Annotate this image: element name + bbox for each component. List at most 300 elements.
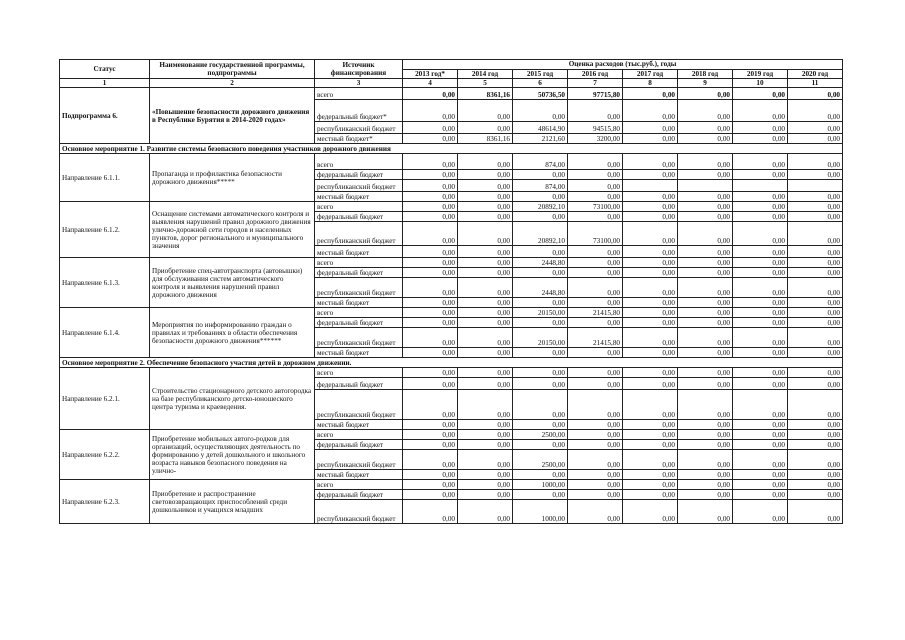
- source-cell: республиканский бюджет: [315, 222, 403, 246]
- value-cell: 0,00: [733, 470, 788, 480]
- value-cell: 48614,90: [513, 122, 568, 134]
- value-cell: 8361,16: [458, 88, 513, 100]
- value-cell: 0,00: [568, 470, 623, 480]
- value-cell: 2121,60: [513, 134, 568, 144]
- value-cell: 0,00: [403, 212, 458, 222]
- value-cell: 0,00: [623, 480, 678, 490]
- value-cell: 0,00: [788, 154, 843, 170]
- section-row: [60, 358, 843, 368]
- value-cell: 0,00: [403, 298, 458, 308]
- program-name-cell: «Повышение безопасности дорожного движения в Республике Бурятия в 2014-2020 годах»: [150, 88, 315, 144]
- value-cell: 0,00: [678, 170, 733, 180]
- value-cell: 0,00: [733, 246, 788, 258]
- value-cell: 0,00: [788, 390, 843, 420]
- value-cell: 0,00: [733, 212, 788, 222]
- value-cell: 0,00: [568, 420, 623, 430]
- value-cell: 0,00: [513, 192, 568, 202]
- value-cell: 0,00: [513, 318, 568, 328]
- direction-row: [60, 202, 843, 212]
- value-cell: 0,00: [623, 490, 678, 500]
- value-cell: 0,00: [568, 368, 623, 378]
- value-cell: 0,00: [733, 192, 788, 202]
- value-cell: 0,00: [458, 268, 513, 278]
- value-cell: 0,00: [678, 278, 733, 298]
- value-cell: 0,00: [678, 450, 733, 470]
- value-cell: 0,00: [788, 192, 843, 202]
- value-cell: 0,00: [458, 170, 513, 180]
- value-cell: 0,00: [733, 480, 788, 490]
- value-cell: [733, 180, 788, 192]
- value-cell: 0,00: [513, 100, 568, 122]
- value-cell: 0,00: [403, 348, 458, 358]
- value-cell: 21415,80: [568, 308, 623, 318]
- value-cell: 0,00: [458, 490, 513, 500]
- value-cell: 0,00: [568, 450, 623, 470]
- value-cell: 0,00: [458, 100, 513, 122]
- value-cell: 0,00: [513, 390, 568, 420]
- source-cell: местный бюджет: [315, 348, 403, 358]
- direction-row: [60, 258, 843, 268]
- value-cell: 0,00: [788, 500, 843, 524]
- value-cell: 0,00: [513, 348, 568, 358]
- value-cell: 0,00: [788, 450, 843, 470]
- budget-table: [59, 59, 843, 524]
- value-cell: 0,00: [678, 192, 733, 202]
- value-cell: 0,00: [568, 180, 623, 192]
- value-cell: 0,00: [458, 122, 513, 134]
- value-cell: 0,00: [733, 298, 788, 308]
- value-cell: 0,00: [458, 222, 513, 246]
- value-cell: 0,00: [678, 430, 733, 440]
- value-cell: 0,00: [568, 268, 623, 278]
- direction-row: [60, 480, 843, 490]
- value-cell: 0,00: [568, 318, 623, 328]
- value-cell: 0,00: [623, 258, 678, 268]
- column-number: 9: [678, 79, 733, 88]
- value-cell: 0,00: [623, 268, 678, 278]
- value-cell: 0,00: [568, 440, 623, 450]
- source-cell: всего: [315, 88, 403, 100]
- status-cell: Направление 6.1.4.: [60, 308, 150, 358]
- value-cell: 0,00: [623, 134, 678, 144]
- value-cell: 0,00: [733, 420, 788, 430]
- value-cell: 0,00: [403, 420, 458, 430]
- value-cell: 0,00: [623, 154, 678, 170]
- value-cell: 0,00: [678, 328, 733, 348]
- value-cell: 2500,00: [513, 450, 568, 470]
- column-number: 5: [458, 79, 513, 88]
- value-cell: 0,00: [458, 420, 513, 430]
- value-cell: 0,00: [623, 308, 678, 318]
- source-cell: федеральный бюджет*: [315, 100, 403, 122]
- value-cell: 0,00: [623, 440, 678, 450]
- value-cell: 0,00: [733, 278, 788, 298]
- value-cell: 0,00: [458, 308, 513, 318]
- value-cell: 0,00: [733, 88, 788, 100]
- value-cell: 0,00: [678, 318, 733, 328]
- value-cell: 0,00: [623, 328, 678, 348]
- status-cell: Направление 6.1.2.: [60, 202, 150, 258]
- value-cell: 0,00: [403, 308, 458, 318]
- value-cell: 0,00: [733, 318, 788, 328]
- value-cell: 0,00: [678, 88, 733, 100]
- value-cell: 0,00: [403, 490, 458, 500]
- program-name-cell: Приобретение спец-автотранспорта (автовышки) для обслуживания систем автоматического контроля и выявления нарушений правил дорожного движения: [150, 258, 315, 308]
- value-cell: [788, 180, 843, 192]
- value-cell: 73100,00: [568, 202, 623, 212]
- source-cell: республиканский бюджет: [315, 278, 403, 298]
- value-cell: 0,00: [403, 88, 458, 100]
- column-number: 3: [315, 79, 403, 88]
- value-cell: 0,00: [678, 268, 733, 278]
- subprogram-row: [60, 88, 843, 100]
- value-cell: 0,00: [733, 500, 788, 524]
- value-cell: 0,00: [678, 222, 733, 246]
- value-cell: [623, 180, 678, 192]
- value-cell: 0,00: [733, 450, 788, 470]
- value-cell: 0,00: [733, 222, 788, 246]
- status-cell: Направление 6.1.1.: [60, 154, 150, 202]
- column-number: 1: [60, 79, 150, 88]
- source-cell: республиканский бюджет: [315, 450, 403, 470]
- value-cell: 0,00: [678, 470, 733, 480]
- status-cell: Направление 6.1.3.: [60, 258, 150, 308]
- value-cell: 0,00: [403, 154, 458, 170]
- value-cell: 0,00: [678, 390, 733, 420]
- value-cell: 0,00: [403, 450, 458, 470]
- value-cell: 0,00: [568, 246, 623, 258]
- value-cell: 0,00: [733, 154, 788, 170]
- value-cell: 0,00: [788, 470, 843, 480]
- column-number: 8: [623, 79, 678, 88]
- value-cell: 0,00: [678, 500, 733, 524]
- value-cell: 0,00: [788, 348, 843, 358]
- value-cell: 0,00: [403, 500, 458, 524]
- value-cell: 0,00: [623, 222, 678, 246]
- value-cell: 0,00: [403, 202, 458, 212]
- value-cell: 0,00: [403, 368, 458, 378]
- value-cell: 97715,80: [568, 88, 623, 100]
- value-cell: 73100,00: [568, 222, 623, 246]
- value-cell: 0,00: [788, 368, 843, 378]
- value-cell: 0,00: [403, 246, 458, 258]
- value-cell: 3200,00: [568, 134, 623, 144]
- value-cell: 0,00: [733, 268, 788, 278]
- value-cell: 0,00: [678, 298, 733, 308]
- program-name-cell: Приобретение мобильных автого-родков для организаций, осуществляющих деятельность по формированию у детей дошкольного и школьного возраста навыков безопасного поведения на улично-: [150, 430, 315, 480]
- value-cell: 0,00: [623, 368, 678, 378]
- program-name-cell: Пропаганда и профилактика безопасности дорожного движения*****: [150, 154, 315, 202]
- value-cell: 0,00: [458, 348, 513, 358]
- source-cell: местный бюджет: [315, 246, 403, 258]
- value-cell: 0,00: [678, 134, 733, 144]
- direction-row: [60, 430, 843, 440]
- value-cell: 0,00: [458, 246, 513, 258]
- value-cell: 0,00: [788, 258, 843, 268]
- table-body: [60, 88, 843, 524]
- value-cell: 0,00: [623, 192, 678, 202]
- column-number: 7: [568, 79, 623, 88]
- value-cell: 0,00: [513, 170, 568, 180]
- value-cell: 0,00: [678, 258, 733, 268]
- source-cell: местный бюджет: [315, 192, 403, 202]
- header-year: 2015 год: [513, 69, 568, 79]
- source-cell: федеральный бюджет: [315, 318, 403, 328]
- value-cell: 874,00: [513, 154, 568, 170]
- value-cell: 0,00: [458, 450, 513, 470]
- header-year: 2014 год: [458, 69, 513, 79]
- value-cell: 0,00: [403, 390, 458, 420]
- value-cell: 0,00: [403, 134, 458, 144]
- value-cell: 0,00: [788, 298, 843, 308]
- value-cell: 0,00: [403, 180, 458, 192]
- value-cell: 0,00: [513, 212, 568, 222]
- column-number: 10: [733, 79, 788, 88]
- value-cell: 0,00: [458, 192, 513, 202]
- value-cell: 0,00: [403, 170, 458, 180]
- value-cell: 0,00: [458, 212, 513, 222]
- direction-row: [60, 154, 843, 170]
- column-number: 2: [150, 79, 315, 88]
- status-cell: Направление 6.2.1.: [60, 368, 150, 430]
- value-cell: 0,00: [403, 328, 458, 348]
- section-title: Основное мероприятие 1. Развитие системы безопасного поведения участников дорожного движения: [60, 144, 843, 154]
- value-cell: 0,00: [788, 328, 843, 348]
- value-cell: 0,00: [568, 430, 623, 440]
- source-cell: местный бюджет: [315, 420, 403, 430]
- value-cell: 0,00: [568, 154, 623, 170]
- value-cell: 0,00: [568, 390, 623, 420]
- value-cell: 0,00: [788, 170, 843, 180]
- value-cell: 0,00: [678, 308, 733, 318]
- source-cell: всего: [315, 258, 403, 268]
- value-cell: 0,00: [623, 212, 678, 222]
- value-cell: 0,00: [678, 246, 733, 258]
- value-cell: 0,00: [403, 480, 458, 490]
- source-cell: республиканский бюджет: [315, 328, 403, 348]
- value-cell: 0,00: [458, 258, 513, 268]
- value-cell: 0,00: [513, 246, 568, 258]
- value-cell: 0,00: [788, 88, 843, 100]
- value-cell: 0,00: [678, 154, 733, 170]
- value-cell: 0,00: [788, 430, 843, 440]
- value-cell: 0,00: [788, 378, 843, 390]
- value-cell: 0,00: [733, 440, 788, 450]
- value-cell: 0,00: [403, 268, 458, 278]
- program-name-cell: Оснащение системами автоматического контроля и выявления нарушений правил дорожного движения улично-дорожной сети городов и населенных пунктов, дорог регионального и муниципального значения: [150, 202, 315, 258]
- value-cell: 0,00: [403, 278, 458, 298]
- status-cell: Направление 6.2.2.: [60, 430, 150, 480]
- document-page: [59, 59, 842, 524]
- source-cell: федеральный бюджет: [315, 440, 403, 450]
- section-title: Основное мероприятие 2. Обеспечение безопасного участия детей в дорожном движении.: [60, 358, 843, 368]
- value-cell: 0,00: [458, 180, 513, 192]
- value-cell: 0,00: [568, 100, 623, 122]
- value-cell: 0,00: [678, 212, 733, 222]
- value-cell: 0,00: [788, 308, 843, 318]
- value-cell: 0,00: [788, 122, 843, 134]
- value-cell: 0,00: [568, 348, 623, 358]
- program-name-cell: Мероприятия по информированию граждан о правилах и требованиях в области обеспечения безопасности дорожного движения******: [150, 308, 315, 358]
- value-cell: 0,00: [403, 122, 458, 134]
- value-cell: 0,00: [458, 470, 513, 480]
- value-cell: 0,00: [733, 258, 788, 268]
- value-cell: 0,00: [568, 170, 623, 180]
- value-cell: 0,00: [458, 298, 513, 308]
- source-cell: всего: [315, 368, 403, 378]
- value-cell: 0,00: [568, 490, 623, 500]
- column-number: 6: [513, 79, 568, 88]
- value-cell: 0,00: [568, 500, 623, 524]
- value-cell: 0,00: [733, 100, 788, 122]
- value-cell: 0,00: [788, 420, 843, 430]
- value-cell: 94515,80: [568, 122, 623, 134]
- value-cell: 2448,80: [513, 258, 568, 268]
- column-number: 4: [403, 79, 458, 88]
- value-cell: 0,00: [788, 100, 843, 122]
- value-cell: 0,00: [458, 390, 513, 420]
- source-cell: республиканский бюджет: [315, 500, 403, 524]
- source-cell: федеральный бюджет: [315, 212, 403, 222]
- source-cell: федеральный бюджет: [315, 268, 403, 278]
- value-cell: 0,00: [788, 202, 843, 212]
- value-cell: 0,00: [623, 470, 678, 480]
- value-cell: 0,00: [788, 278, 843, 298]
- value-cell: 0,00: [733, 328, 788, 348]
- value-cell: 0,00: [513, 298, 568, 308]
- value-cell: 0,00: [733, 202, 788, 212]
- value-cell: 0,00: [678, 100, 733, 122]
- value-cell: 0,00: [568, 480, 623, 490]
- value-cell: 0,00: [458, 202, 513, 212]
- value-cell: 0,00: [403, 430, 458, 440]
- value-cell: 0,00: [623, 450, 678, 470]
- status-cell: Подпрограмма 6.: [60, 88, 150, 144]
- value-cell: 0,00: [678, 202, 733, 212]
- value-cell: 0,00: [733, 390, 788, 420]
- source-cell: республиканский бюджет: [315, 122, 403, 134]
- value-cell: 0,00: [623, 348, 678, 358]
- direction-row: [60, 308, 843, 318]
- value-cell: 0,00: [623, 278, 678, 298]
- value-cell: 0,00: [733, 348, 788, 358]
- value-cell: 1000,00: [513, 480, 568, 490]
- source-cell: федеральный бюджет: [315, 378, 403, 390]
- value-cell: 0,00: [788, 318, 843, 328]
- source-cell: всего: [315, 202, 403, 212]
- source-cell: всего: [315, 154, 403, 170]
- value-cell: 0,00: [458, 500, 513, 524]
- value-cell: 20150,00: [513, 328, 568, 348]
- header-status: Статус: [60, 60, 150, 79]
- header-source: Источник финансирования: [315, 60, 403, 79]
- value-cell: 0,00: [788, 268, 843, 278]
- value-cell: 0,00: [458, 440, 513, 450]
- value-cell: [678, 180, 733, 192]
- value-cell: 0,00: [458, 278, 513, 298]
- value-cell: 0,00: [513, 490, 568, 500]
- source-cell: всего: [315, 430, 403, 440]
- value-cell: 0,00: [513, 420, 568, 430]
- value-cell: 0,00: [458, 430, 513, 440]
- value-cell: 0,00: [788, 134, 843, 144]
- value-cell: 0,00: [678, 420, 733, 430]
- value-cell: 0,00: [403, 258, 458, 268]
- value-cell: 0,00: [513, 440, 568, 450]
- source-cell: местный бюджет*: [315, 134, 403, 144]
- value-cell: 20150,00: [513, 308, 568, 318]
- value-cell: 0,00: [733, 122, 788, 134]
- column-number-row: [60, 79, 843, 88]
- value-cell: 0,00: [623, 500, 678, 524]
- value-cell: 0,00: [678, 440, 733, 450]
- header-year: 2020 год: [788, 69, 843, 79]
- section-row: [60, 144, 843, 154]
- value-cell: 0,00: [623, 298, 678, 308]
- value-cell: 8361,16: [458, 134, 513, 144]
- value-cell: 0,00: [678, 378, 733, 390]
- value-cell: 0,00: [623, 246, 678, 258]
- value-cell: 0,00: [623, 202, 678, 212]
- value-cell: 0,00: [568, 212, 623, 222]
- value-cell: 2500,00: [513, 430, 568, 440]
- header-program-name: Наименование государственной программы, подпрограммы: [150, 60, 315, 79]
- value-cell: 0,00: [458, 154, 513, 170]
- value-cell: 0,00: [403, 192, 458, 202]
- value-cell: 0,00: [458, 480, 513, 490]
- value-cell: 0,00: [513, 268, 568, 278]
- source-cell: всего: [315, 480, 403, 490]
- status-cell: Направление 6.2.3.: [60, 480, 150, 524]
- program-name-cell: Строительство стационарного детского автогородка на базе республиканского детско-юношеского центра туризма и краеведения.: [150, 368, 315, 430]
- value-cell: 0,00: [513, 470, 568, 480]
- program-name-cell: Приобретение и распространение световозвращающих приспособлений среди дошкольников и учащихся младших: [150, 480, 315, 524]
- value-cell: 1000,00: [513, 500, 568, 524]
- value-cell: 0,00: [458, 378, 513, 390]
- value-cell: 0,00: [678, 490, 733, 500]
- value-cell: 0,00: [623, 100, 678, 122]
- source-cell: республиканский бюджет: [315, 390, 403, 420]
- source-cell: местный бюджет: [315, 470, 403, 480]
- header-year: 2019 год: [733, 69, 788, 79]
- value-cell: 0,00: [568, 258, 623, 268]
- value-cell: 0,00: [733, 430, 788, 440]
- value-cell: 0,00: [733, 368, 788, 378]
- source-cell: республиканский бюджет: [315, 180, 403, 192]
- value-cell: 0,00: [568, 278, 623, 298]
- value-cell: 0,00: [788, 222, 843, 246]
- value-cell: 0,00: [788, 440, 843, 450]
- value-cell: 0,00: [678, 348, 733, 358]
- value-cell: 21415,80: [568, 328, 623, 348]
- value-cell: 0,00: [788, 480, 843, 490]
- header-year: 2013 год*: [403, 69, 458, 79]
- value-cell: 0,00: [678, 480, 733, 490]
- value-cell: 0,00: [623, 390, 678, 420]
- value-cell: 0,00: [403, 100, 458, 122]
- value-cell: 0,00: [513, 378, 568, 390]
- value-cell: 0,00: [623, 170, 678, 180]
- value-cell: 0,00: [568, 298, 623, 308]
- value-cell: 0,00: [733, 134, 788, 144]
- value-cell: 0,00: [403, 470, 458, 480]
- source-cell: федеральный бюджет: [315, 170, 403, 180]
- header-year: 2016 год: [568, 69, 623, 79]
- column-number: 11: [788, 79, 843, 88]
- value-cell: 0,00: [403, 222, 458, 246]
- source-cell: местный бюджет: [315, 298, 403, 308]
- value-cell: 0,00: [623, 430, 678, 440]
